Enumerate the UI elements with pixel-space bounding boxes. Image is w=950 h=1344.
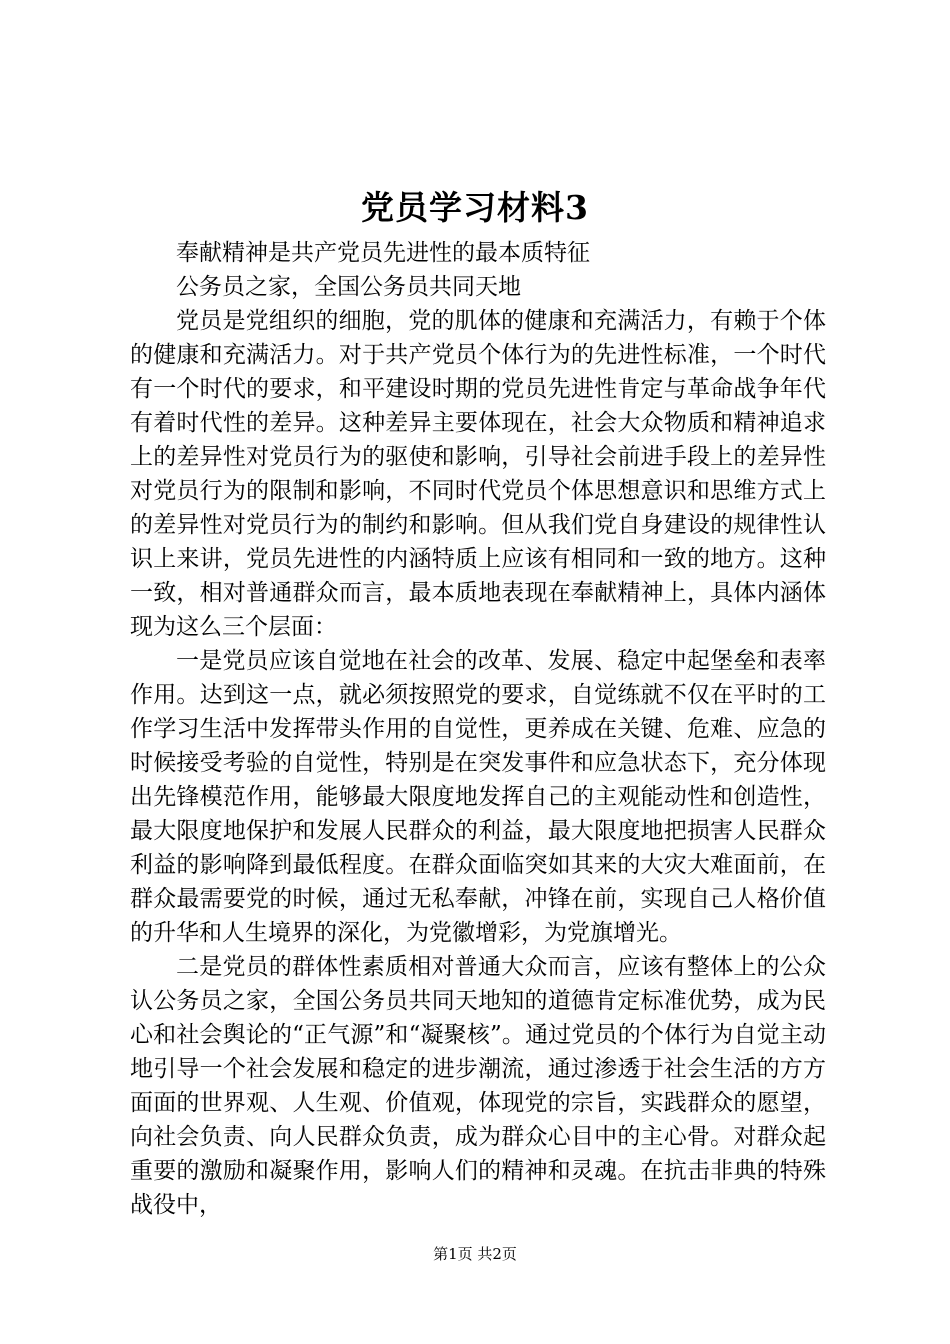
paragraph-subtitle: 奉献精神是共产党员先进性的最本质特征 (176, 240, 590, 266)
paragraph-intro: 党员是党组织的细胞，党的肌体的健康和充满活力，有赖于个体的健康和充满活力。对于共产党员个体行为的先进性标准，一个时代有一个时代的要求，和平建设时期的党员先进性肯定与革命战争年代有着时代性的差异。这种差异主要体现在，社会大众物质和精神追求上的差异性对党员行为的驱使和影响，引导社会前进手段上的差异性对党员行为的限制和影响，不同时代党员个体思想意识和思维方式上的差异性对党员行为的制约和影响。但从我们党自身建设的规律性认识上来讲，党员先进性的内涵特质上应该有相同和一致的地方。这种一致，相对普通群众而言，最本质地表现在奉献精神上，具体内涵体现为这么三个层面： (130, 308, 826, 640)
paragraph-point-one: 一是党员应该自觉地在社会的改革、发展、稳定中起堡垒和表率作用。达到这一点，就必须按照党的要求，自觉练就不仅在平时的工作学习生活中发挥带头作用的自觉性，更养成在关键、危难、应急的时候接受考验的自觉性，特别是在突发事件和应急状态下，充分体现出先锋模范作用，能够最大限度地发挥自己的主观能动性和创造性，最大限度地保护和发展人民群众的利益，最大限度地把损害人民群众利益的影响降到最低程度。在群众面临突如其来的大灾大难面前，在群众最需要党的时候，通过无私奉献，冲锋在前，实现自己人格价值的升华和人生境界的深化，为党徽增彩，为党旗增光。 (130, 648, 826, 946)
page-footer: 第1页 共2页 (433, 1245, 517, 1263)
paragraph-source: 公务员之家，全国公务员共同天地 (176, 274, 521, 300)
document-title: 党员学习材料3 (361, 188, 589, 227)
document-body (130, 236, 826, 1222)
paragraph-point-two: 二是党员的群体性素质相对普通大众而言，应该有整体上的公众认公务员之家，全国公务员共同天地知的道德肯定标准优势，成为民心和社会舆论的“正气源”和“凝聚核”。通过党员的个体行为自觉主动地引导一个社会发展和稳定的进步潮流，通过渗透于社会生活的方方面面的世界观、人生观、价值观，体现党的宗旨，实践群众的愿望，向社会负责、向人民群众负责，成为群众心目中的主心骨。对群众起重要的激励和凝聚作用，影响人们的精神和灵魂。在抗击非典的特殊战役中， (130, 954, 826, 1218)
